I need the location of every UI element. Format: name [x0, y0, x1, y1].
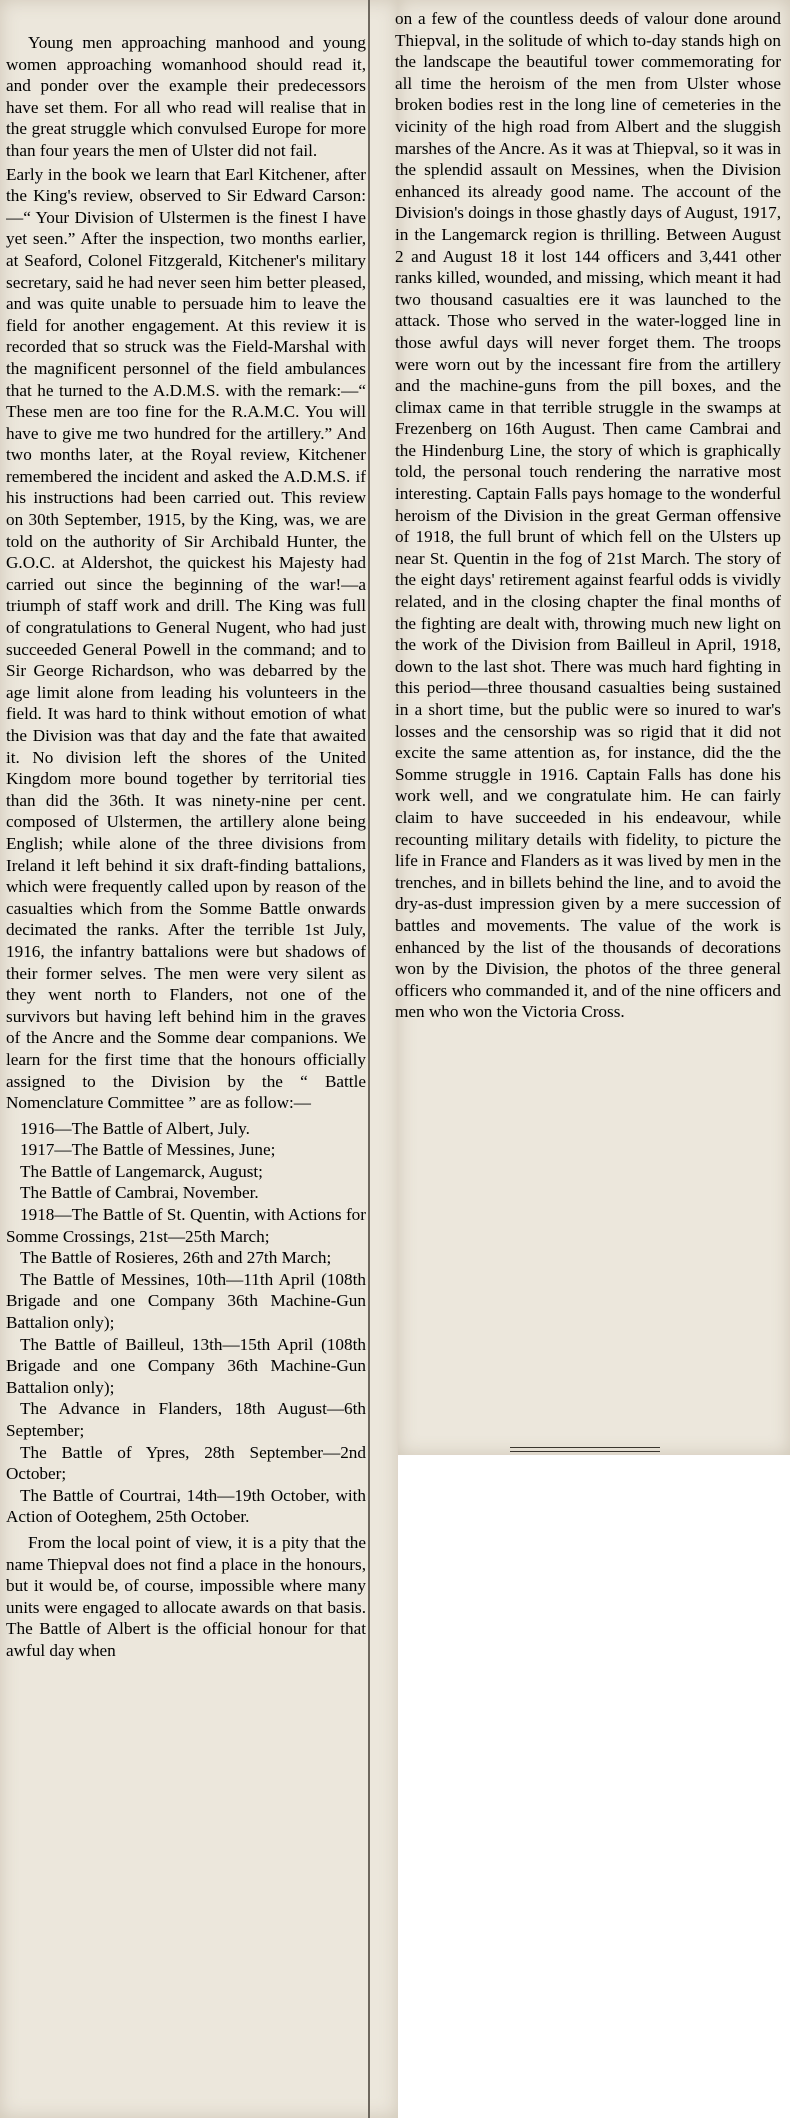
honour-item: The Battle of Bailleul, 13th—15th April (108th Brigade and one Company 36th Machine-Gun Battalion only); — [6, 1334, 366, 1397]
right-column — [395, 8, 781, 1438]
right-paragraph-1: on a few of the countless deeds of valour done around Thiepval, in the solitude of which to-day stands high on the landscape the beautiful tower commemorating for all time the heroism of the men from Ulster whose broken bodies rest in the long line of cemeteries in the vicinity of the high road from Albert and the sluggish marshes of the Ancre. As it was at Thiepval, so it was in the splendid assault on Messines, when the Division enhanced its already good name. The account of the Division's doings in those ghastly days of August, 1917, in the Langemarck region is thrilling. Between August 2 and August 18 it lost 144 officers and 3,441 other ranks killed, wounded, and missing, which meant it had two thousand casualties ere it was launched to the attack. Those who served in the water-logged line in those awful days will never forget them. The troops were worn out by the incessant fire from the artillery and the machine-guns from the pill boxes, and the climax came in that terrible struggle in the swamps at Frezenberg on 16th August. Then came Cambrai and the Hindenburg Line, the story of which is graphically told, the personal touch rendering the narrative most interesting. Captain Falls pays homage to the wonderful heroism of the Division in the great German offensive of 1918, the full brunt of which fell on the Ulsters up near St. Quentin in the fog of 21st March. The story of the eight days' retirement against fearful odds is vividly related, and in the closing chapter the final months of the fighting are dealt with, throwing much new light on the work of the Division from Bailleul in April, 1918, down to the last shot. There was much hard fighting in this period—three thousand casualties being sustained in a short time, but the public were so inured to war's losses and the censorship was so rigid that it did not excite the same attention as, for instance, did the the Somme struggle in 1916. Captain Falls has done his work well, and we congratulate him. He can fairly claim to have succeeded in his endeavour, while recounting military details with fidelity, to picture the life in France and Flanders as it was lived by men in the trenches, and in billets behind the line, and to avoid the dry-as-dust impression given by a mere succession of battles and movements. The value of the work is enhanced by the list of the thousands of decorations won by the Division, the photos of the three general officers who commanded it, and of the nine officers and men who won the Victoria Cross. — [395, 9, 781, 1022]
honour-item: The Battle of Cambrai, November. — [20, 1183, 259, 1203]
honour-item: The Battle of Courtrai, 14th—19th October, with Action of Ooteghem, 25th October. — [6, 1485, 366, 1527]
column-divider — [368, 0, 370, 2118]
article-end-rule — [510, 1447, 660, 1452]
honour-item: The Advance in Flanders, 18th August—6th September; — [6, 1399, 366, 1440]
honour-item: 1917—The Battle of Messines, June; — [20, 1140, 276, 1160]
honour-item: The Battle of Rosieres, 26th and 27th March; — [20, 1248, 332, 1268]
honour-item: The Battle of Messines, 10th—11th April (108th Brigade and one Company 36th Machine-Gun Battalion only); — [6, 1269, 366, 1333]
honour-item: 1918—The Battle of St. Quentin, with Actions for Somme Crossings, 21st—25th March; — [6, 1205, 366, 1246]
battle-honours-list — [6, 1118, 366, 1528]
left-paragraph-1: Young men approaching manhood and young women approaching womanhood should read it, and ponder over the example their predecessors have set them. For all who read will realise that in the great struggle which convulsed Europe for more than four years the men of Ulster did not fail. — [6, 33, 366, 160]
left-column — [6, 32, 366, 2112]
honour-item: 1916—The Battle of Albert, July. — [20, 1118, 250, 1138]
left-paragraph-2: Early in the book we learn that Earl Kitchener, after the King's review, observed to Sir Edward Carson:—“ Your Division of Ulstermen is the finest I have yet seen.” After the inspection, two months earlier, at Seaford, Colonel Fitzgerald, Kitchener's military secretary, said he had never seen him better pleased, and was quite unable to persuade him to leave the field for another engagement. At this review it is recorded that so struck was the Field-Marshal with the magnificent personnel of the field ambulances that he turned to the A.D.M.S. with the remark:—“ These men are too fine for the R.A.M.C. You will have to give me two hundred for the artillery.” And two months later, at the Royal review, Kitchener remembered the incident and asked the A.D.M.S. if his instructions had been carried out. This review on 30th September, 1915, by the King, was, we are told on the authority of Sir Archibald Hunter, the G.O.C. at Aldershot, the quickest his Majesty had carried out since the beginning of the war!—a triumph of staff work and drill. The King was full of congratulations to General Nugent, who had just succeeded General Powell in the command; and to Sir George Richardson, who was debarred by the age limit alone from leading his volunteers in the field. It was hard to think without emotion of what the Division was that day and the fate that awaited it. No division left the shores of the United Kingdom more bound together by territorial ties than did the 36th. It was ninety-nine per cent. composed of Ulstermen, the artillery alone being English; while alone of the three divisions from Ireland it left behind it six draft-finding battalions, which were frequently called upon by reason of the casualties which from the Somme Battle onwards decimated the ranks. After the terrible 1st July, 1916, the infantry battalions were but shadows of their former selves. The men were very silent as they went north to Flanders, not one of the survivors but having left behind him in the graves of the Ancre and the Somme dear companions. We learn for the first time that the honours officially assigned to the Division by the “ Battle Nomenclature Committee ” are as follow:— — [6, 164, 366, 1113]
left-paragraph-3: From the local point of view, it is a pity that the name Thiepval does not find a place in the honours, but it would be, of course, impossible where many units were engaged to allocate awards on that basis. The Battle of Albert is the official honour for that awful day when — [6, 1532, 366, 1660]
honour-item: The Battle of Langemarck, August; — [20, 1161, 263, 1181]
honour-item: The Battle of Ypres, 28th September—2nd October; — [6, 1442, 366, 1484]
